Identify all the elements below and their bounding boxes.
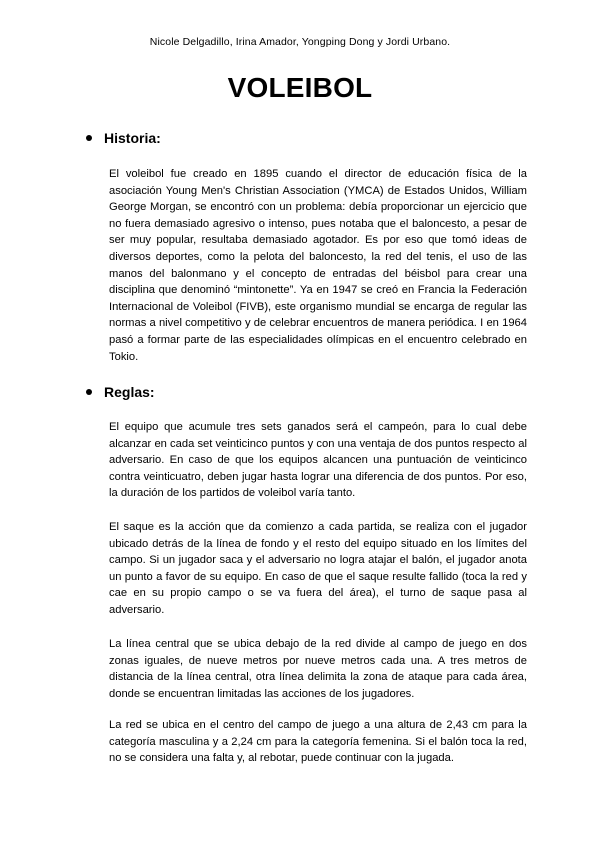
section-heading-label: Historia: bbox=[104, 130, 161, 146]
authors-line: Nicole Delgadillo, Irina Amador, Yongping Dong y Jordi Urbano. bbox=[149, 36, 451, 48]
paragraph-reglas-linea-central: La línea central que se ubica debajo de la red divide al campo de juego en dos zonas iguales, de nueve metros por nueve metros cada una. A tres metros de distancia de la línea central, otra línea delimita la zona de ataque para cada área, donde se encuentran limitadas las acciones de los jugadores. bbox=[109, 638, 527, 700]
paragraph-historia: El voleibol fue creado en 1895 cuando el director de educación física de la asociación Young Men's Christian Association (YMCA) de Estados Unidos, William George Morgan, se encontró con un problema: debía proporcionar un ejercicio que no fuera demasiado agresivo o intenso, pues notaba que el baloncesto, a pesar de ser muy popular, resultaba demasiado agotador. Es por eso que tomó ideas de diversos deportes, como la pelota del baloncesto, la red del tenis, el uso de las manos del balonmano y el concepto de entradas del béisbol para crear una disciplina que denominó “mintonette”. Ya en 1947 se creó en Francia la Federación Internacional de Voleibol (FIVB), este organismo mundial se encarga de regular las normas a nivel competitivo y de celebrar encuentros de manera periódica. I en 1964 pasó a formar parte de las especialidades olímpicas en el encuentro celebrado en Tokio. bbox=[109, 168, 527, 363]
section-heading-label: Reglas: bbox=[104, 384, 155, 400]
section-heading-reglas bbox=[86, 384, 155, 400]
paragraph-reglas-red: La red se ubica en el centro del campo de juego a una altura de 2,43 cm para la categoría masculina y a 2,24 cm para la categoría femenina. Si el balón toca la red, no se considera una falta y, al rebotar, puede continuar con la jugada. bbox=[109, 719, 527, 765]
bullet-icon bbox=[86, 389, 92, 395]
page-title: VOLEIBOL bbox=[227, 72, 373, 103]
paragraph-reglas-saque: El saque es la acción que da comienzo a cada partida, se realiza con el jugador ubicado detrás de la línea de fondo y el resto del equipo situado en los límites del campo. Si un jugador saca y el adversario no logra atajar el balón, el jugador anota un punto a favor de su equipo. En caso de que el saque resulte fallido (toca la red y cae en su propio campo o se va fuera del área), el turno de saque pasa al adversario. bbox=[109, 521, 527, 616]
bullet-icon bbox=[86, 135, 92, 141]
paragraph-reglas-sets: El equipo que acumule tres sets ganados será el campeón, para lo cual debe alcanzar en cada set veinticinco puntos y con una ventaja de dos puntos respecto al adversario. En caso de que los equipos alcancen una puntuación de veinticinco contra veinticuatro, deben jugar hasta lograr una diferencia de dos puntos. Por eso, la duración de los partidos de voleibol varía tanto. bbox=[109, 421, 527, 500]
section-heading-historia bbox=[86, 130, 161, 146]
